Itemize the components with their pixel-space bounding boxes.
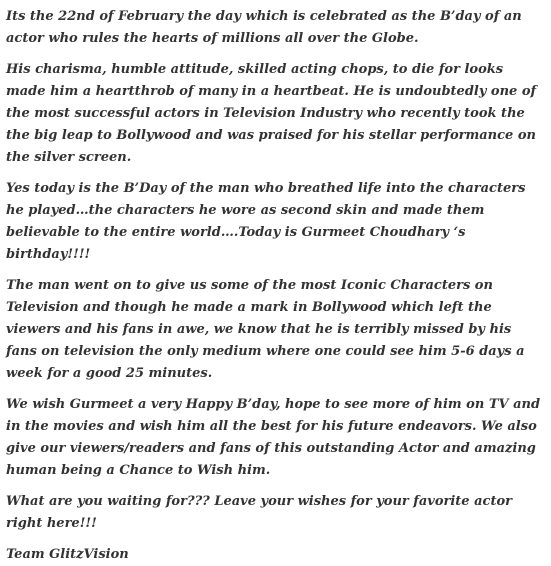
paragraph-intro: Its the 22nd of February the day which is celebrated as the B’day of an actor who rules the hearts of millions all over the Globe. <box>6 9 522 46</box>
paragraph-birthday: Yes today is the B’Day of the man who breathed life into the characters he played…the characters he wore as second skin and made them believable to the entire world….Today is Gurmeet Choudhary ‘s birthday!!!! <box>6 181 526 262</box>
paragraph-wishes: We wish Gurmeet a very Happy B’day, hope to see more of him on TV and in the movies and wish him all the best for his future endeavors. We also give our viewers/readers and fans of this outstanding Actor and amazing human being a Chance to Wish him. <box>6 397 541 478</box>
paragraph-charisma: His charisma, humble attitude, skilled acting chops, to die for looks made him a heartthrob of many in a heartbeat. He is undoubtedly one of the most successful actors in Television Industry who recently took the the big leap to Bollywood and was praised for his stellar performance on the silver screen. <box>6 62 537 165</box>
paragraph-call-to-action: What are you waiting for??? Leave your wishes for your favorite actor right here!!! <box>6 494 512 531</box>
signature: Team GlitzVision <box>6 547 129 562</box>
paragraph-iconic-characters: The man went on to give us some of the most Iconic Characters on Television and though he made a mark in Bollywood which left the viewers and his fans in awe, we know that he is terribly missed by his fans on television the only medium where one could see him 5-6 days a week for a good 25 minutes. <box>6 278 525 381</box>
